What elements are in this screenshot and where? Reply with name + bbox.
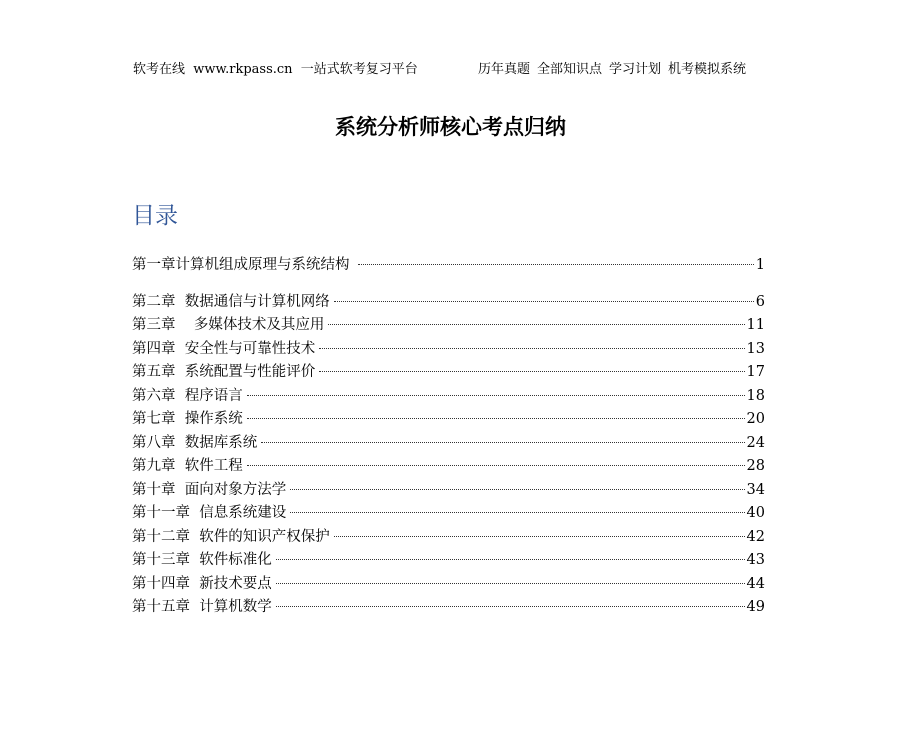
toc-entry-title: 第十一章 信息系统建设 (132, 505, 287, 521)
toc-entry-page-number: 44 (746, 575, 765, 592)
toc-entry-title: 第十三章 软件标准化 (132, 552, 272, 568)
toc-entry-title: 第十四章 新技术要点 (132, 575, 272, 592)
toc-dot-leader (247, 394, 745, 396)
toc-entry[interactable] (132, 479, 765, 503)
toc-entry-title: 第二章 数据通信与计算机网络 (132, 293, 330, 310)
toc-dot-leader (358, 263, 754, 265)
toc-entry[interactable] (132, 502, 765, 526)
toc-dot-leader (328, 323, 744, 325)
toc-entry[interactable] (132, 314, 765, 338)
toc-entry[interactable] (132, 432, 765, 456)
toc-entry[interactable] (132, 455, 765, 479)
toc-dot-leader (276, 582, 745, 584)
toc-dot-leader (319, 370, 744, 372)
document-title: 系统分析师核心考点归纳 (335, 115, 566, 139)
toc-dot-leader (334, 535, 745, 537)
toc-entry-title: 第一章计算机组成原理与系统结构 (132, 257, 355, 273)
toc-entry-page-number: 34 (746, 481, 765, 498)
toc-entry-page-number: 17 (746, 364, 765, 380)
toc-entry[interactable] (132, 408, 765, 432)
toc-dot-leader (334, 300, 754, 302)
toc-entry-title: 第四章 安全性与可靠性技术 (132, 340, 316, 357)
toc-dot-leader (290, 488, 744, 490)
header-link-study-plan[interactable]: 学习计划 (609, 62, 662, 77)
toc-dot-leader (319, 347, 744, 349)
toc-entry-page-number: 40 (746, 505, 765, 521)
table-of-contents (132, 254, 765, 620)
toc-entry[interactable] (132, 254, 765, 278)
toc-entry-page-number: 24 (746, 434, 765, 451)
toc-dot-leader (247, 464, 745, 466)
toc-entry-page-number: 43 (746, 552, 765, 568)
toc-entry[interactable] (132, 338, 765, 362)
header-site-info: 软考在线 www.rkpass.cn 一站式软考复习平台 (133, 62, 418, 77)
header-link-past-exams[interactable]: 历年真题 (478, 62, 531, 77)
toc-entry-page-number: 11 (746, 317, 765, 333)
header-links (478, 60, 753, 80)
page-header (133, 60, 760, 80)
toc-entry[interactable] (132, 526, 765, 550)
header-link-all-knowledge[interactable]: 全部知识点 (537, 62, 603, 77)
toc-dot-leader (276, 605, 745, 607)
toc-entry-page-number: 13 (746, 340, 765, 357)
toc-entry-title: 第十五章 计算机数学 (132, 599, 272, 615)
toc-entry-page-number: 49 (746, 599, 765, 615)
toc-entry[interactable] (132, 596, 765, 620)
toc-entry-title: 第九章 软件工程 (132, 458, 243, 474)
toc-entry-page-number: 6 (755, 293, 765, 310)
toc-entry-title: 第七章 操作系统 (132, 411, 243, 427)
toc-dot-leader (290, 511, 744, 513)
toc-entry-title: 第五章 系统配置与性能评价 (132, 364, 316, 380)
toc-dot-leader (276, 558, 745, 560)
toc-entry[interactable] (132, 361, 765, 385)
toc-entry-page-number: 42 (746, 528, 765, 545)
toc-entry-title: 第十二章 软件的知识产权保护 (132, 528, 330, 545)
toc-entry[interactable] (132, 549, 765, 573)
toc-entry[interactable] (132, 385, 765, 409)
header-link-mock-exam[interactable]: 机考模拟系统 (668, 62, 747, 77)
toc-entry-title: 第三章 多媒体技术及其应用 (132, 317, 325, 333)
toc-entry[interactable] (132, 291, 765, 315)
toc-entry-page-number: 18 (746, 387, 765, 404)
toc-entry-title: 第十章 面向对象方法学 (132, 481, 287, 498)
toc-dot-leader (247, 417, 745, 419)
toc-entry[interactable] (132, 573, 765, 597)
toc-entry-page-number: 1 (755, 257, 765, 273)
toc-heading: 目录 (132, 203, 178, 229)
toc-entry-page-number: 28 (746, 458, 765, 474)
toc-entry-page-number: 20 (746, 411, 765, 427)
toc-dot-leader (261, 441, 744, 443)
toc-entry-title: 第八章 数据库系统 (132, 434, 258, 451)
toc-entry-title: 第六章 程序语言 (132, 387, 243, 404)
